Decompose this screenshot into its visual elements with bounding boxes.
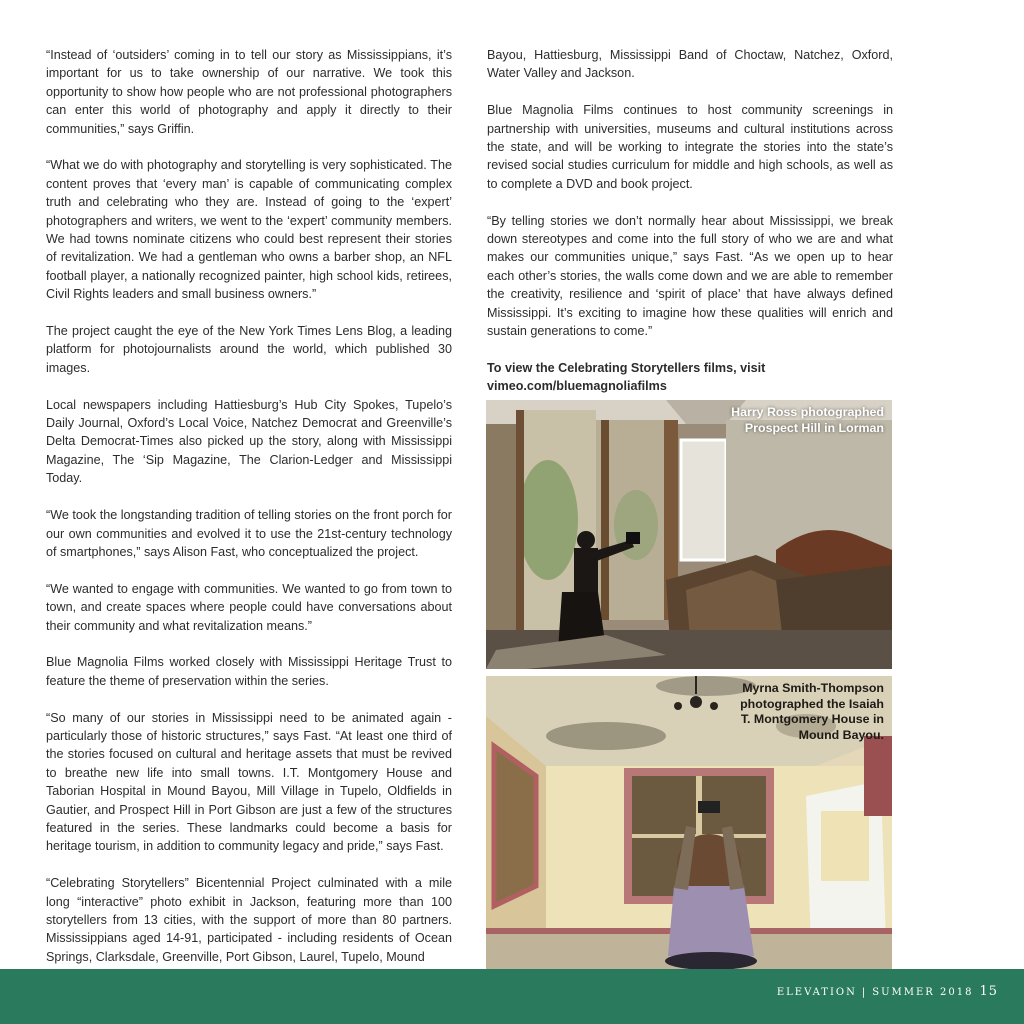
paragraph: Blue Magnolia Films continues to host community screenings in partnership with universities, museums and cultural institutions across the state, and will be working to integrate the stories into the state’s revised social studies curriculum for middle and high schools, as well as to complete a DVD and book project. [487, 103, 893, 191]
paragraph: “By telling stories we don’t normally hear about Mississippi, we break down stereotypes and come into the full story of who we are and what makes our communities unique,” says Fast. “As we open up to hear each other’s stories, the walls come down and we are able to remember the creativity, resilience and ‘spirit of place’ that have always defined Mississippi. It’s exciting to imagine how these qualities will enrich and sustain generations to come.” [487, 213, 893, 339]
vimeo-link[interactable]: vimeo.com/bluemagnoliafilms [487, 379, 667, 394]
footer-band [0, 969, 1024, 1024]
right-column [487, 46, 893, 396]
paragraph: “We took the longstanding tradition of telling stories on the front porch for our own communities and evolved it to use the 21st-century technology of smartphones,” says Alison Fast, who conceptualized the project. [46, 508, 452, 559]
photo-caption [731, 405, 884, 436]
issue-date: SUMMER 2018 [872, 987, 974, 998]
callout-text: To view the Celebrating Storytellers films, visit [487, 360, 766, 375]
magazine-name: ELEVATION [776, 987, 857, 998]
left-column [46, 46, 452, 985]
paragraph: Local newspapers including Hattiesburg’s Hub City Spokes, Tupelo’s Daily Journal, Oxford’s Local Voice, Natchez Democrat and Greenville’s Delta Democrat-Times also picked up the story, along with Mississippi Magazine, The ‘Sip Magazine, The Clarion-Ledger and Mississippi Today. [46, 397, 452, 486]
caption-line: Myrna Smith-Thompson [742, 681, 884, 695]
prospect-hill-photo-illustration [486, 400, 892, 669]
paragraph: “So many of our stories in Mississippi need to be animated again - particularly those of historic structures,” says Fast. “At least one third of the stories focused on cultural and heritage assets that must be revived to breathe new life into small towns. I.T. Montgomery House and Taborian Hospital in Mound Bayou, Mill Village in Tupelo, Oldfields in Gautier, and Prospect Hill in Port Gibson are just a few of the structures featured in the series. These landmarks could become a basis for heritage tourism, in addition to community legacy and pride,” says Fast. [46, 710, 452, 854]
caption-line: T. Montgomery House in [740, 712, 884, 727]
caption-line: Harry Ross photographed [731, 405, 884, 419]
caption-line: photographed the Isaiah [740, 696, 884, 711]
paragraph: “We wanted to engage with communities. We wanted to go from town to town, and create spaces where people could have conversations about their community and what revitalization means.” [46, 581, 452, 633]
paragraph: “Instead of ‘outsiders’ coming in to tell our story as Mississippians, it’s important for us to take ownership of our narrative. We took this opportunity to show how people who are not professional photographers can enter this world of photography and apply it directly to their communities,” says Griffin. [46, 48, 452, 136]
paragraph: Bayou, Hattiesburg, Mississippi Band of Choctaw, Natchez, Oxford, Water Valley and Jackson. [487, 48, 893, 81]
photo-caption [740, 681, 884, 743]
footer-separator: | [861, 987, 868, 998]
paragraph: Blue Magnolia Films worked closely with Mississippi Heritage Trust to feature the theme of preservation within the series. [46, 655, 452, 688]
paragraph: “Celebrating Storytellers” Bicentennial Project culminated with a mile long “interactive” photo exhibit in Jackson, featuring more than 100 storytellers from 13 cities, with the support of more than 80 partners. Mississippians aged 14-91, participated - including residents of Ocean Springs, Clarksdale, Greenville, Port Gibson, Laurel, Tupelo, Mound [46, 876, 452, 964]
paragraph: “What we do with photography and storytelling is very sophisticated. The content proves that ‘every man’ is capable of communicating complex truth and celebrating who they are. Instead of going to the ‘expert’ photographers and writers, we went to the ‘expert’ community members. We had towns nominate citizens who could best represent their stories of revitalization. We had a gentleman who owns a barber shop, an NFL football player, a nationally recognized painter, high school kids, retirees, Civil Rights leaders and small business owners.” [46, 158, 452, 302]
caption-line: Mound Bayou. [798, 727, 884, 742]
photo-prospect-hill [486, 400, 892, 669]
page-number: 15 [979, 984, 998, 999]
films-link-callout [487, 359, 893, 396]
photo-montgomery-house [486, 676, 892, 970]
running-footer [777, 984, 998, 999]
caption-line: Prospect Hill in Lorman [744, 420, 884, 435]
paragraph: The project caught the eye of the New York Times Lens Blog, a leading platform for photojournalists around the world, which published 30 images. [46, 324, 452, 375]
